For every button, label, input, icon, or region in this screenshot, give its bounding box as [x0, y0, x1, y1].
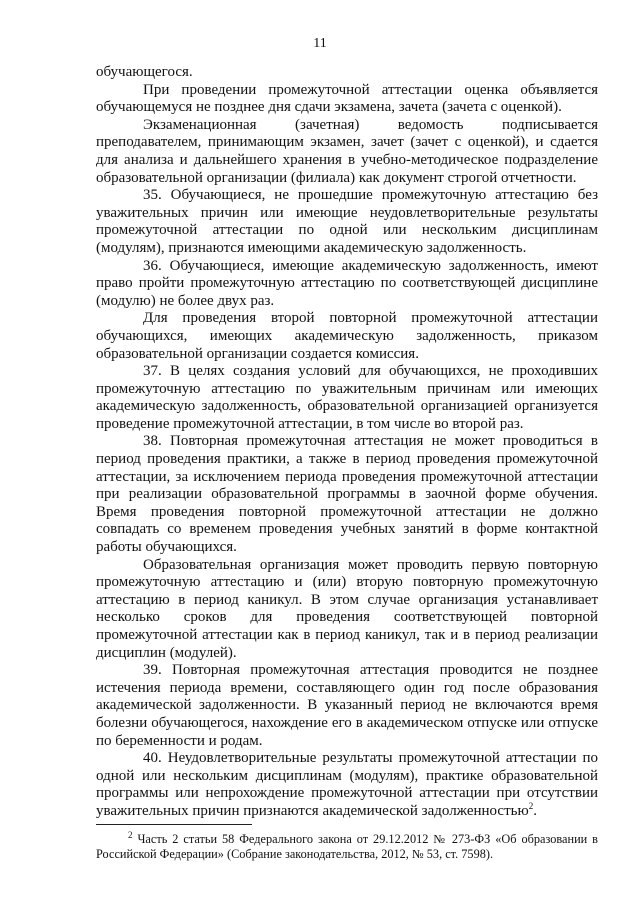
footnote-paragraph	[96, 829, 598, 862]
footnote-divider	[96, 824, 252, 825]
footnote-reference: 2	[528, 800, 534, 811]
paragraph-item-35: 35. Обучающиеся, не прошедшие промежуточную аттестацию без уважительных причин или имеющие неудовлетворительные результаты промежуточной аттестации по одной или нескольким дисциплинам (модулям), признаются имеющими академическую задолженность.	[96, 187, 598, 256]
paragraph-exam-sheet: Экзаменационная (зачетная) ведомость подписывается преподавателем, принимающим экзамен, зачет (зачет с оценкой), и сдается для анализа и дальнейшего хранения в учебно-методическое подразделение образовательной организации (филиала) как документ строгой отчетности.	[96, 116, 598, 186]
paragraph-item-39: 39. Повторная промежуточная аттестация проводится не позднее истечения периода времени, составляющего один год после образования академической задолженности. В указанный период не включаются время болезни обучающегося, нахождение его в академическом отпуске или отпуске по беременности и родам.	[96, 662, 598, 749]
footnote-marker: 2	[128, 829, 133, 840]
paragraph-item-36: 36. Обучающиеся, имеющие академическую задолженность, имеют право пройти промежуточную аттестацию по соответствующей дисциплине (модулю) не более двух раз.	[96, 257, 598, 309]
paragraph-item-37: 37. В целях создания условий для обучающихся, не проходивших промежуточную аттестацию по уважительным причинам или имеющих академическую задолженность, образовательной организацией организуется проведение промежуточной аттестации, в том числе во второй раз.	[96, 363, 598, 432]
paragraph-vacation-retake: Образовательная организация может проводить первую повторную промежуточную аттестацию и (или) вторую повторную промежуточную аттестацию в период каникул. В этом случае организация устанавливает несколько сроков для проведения соответствующей повторной промежуточной аттестации как в период каникул, так и в период реализации дисциплин (модулей).	[96, 556, 598, 661]
paragraph-continuation: обучающегося.	[96, 64, 193, 80]
paragraph-grade-announcement: При проведении промежуточной аттестации оценка объявляется обучающемуся не позднее дня сдачи экзамена, зачета (зачета с оценкой).	[96, 81, 598, 116]
paragraph-commission: Для проведения второй повторной промежуточной аттестации обучающихся, имеющих академическую задолженность, приказом образовательной организации создается комиссия.	[96, 310, 598, 362]
footnote-text: Часть 2 статьи 58 Федерального закона от 29.12.2012 № 273-ФЗ «Об образовании в Российской Федерации» (Собрание законодательства, 2012, № 53, ст. 7598).	[96, 832, 598, 861]
paragraph-item-40	[96, 750, 598, 820]
footnote	[96, 829, 598, 862]
paragraph-item-40-text: 40. Неудовлетворительные результаты промежуточной аттестации по одной или нескольким дисциплинам (модулям), практике образовательной программы или непрохождение промежуточной аттестации при отсутствии уважительных причин признаются академической задолженностью	[96, 750, 598, 819]
page-number: 11	[313, 36, 327, 51]
body-text	[96, 64, 598, 821]
paragraph-item-40-tail: .	[533, 802, 537, 819]
paragraph-item-38: 38. Повторная промежуточная аттестация не может проводиться в период проведения практики, а также в период проведения промежуточной аттестации, за исключением периода проведения промежуточной аттестации при реализации образовательной программы в заочной форме обучения. Время проведения повторной промежуточной аттестации не должно совпадать со временем проведения учебных занятий в форме контактной работы обучающихся.	[96, 433, 598, 556]
